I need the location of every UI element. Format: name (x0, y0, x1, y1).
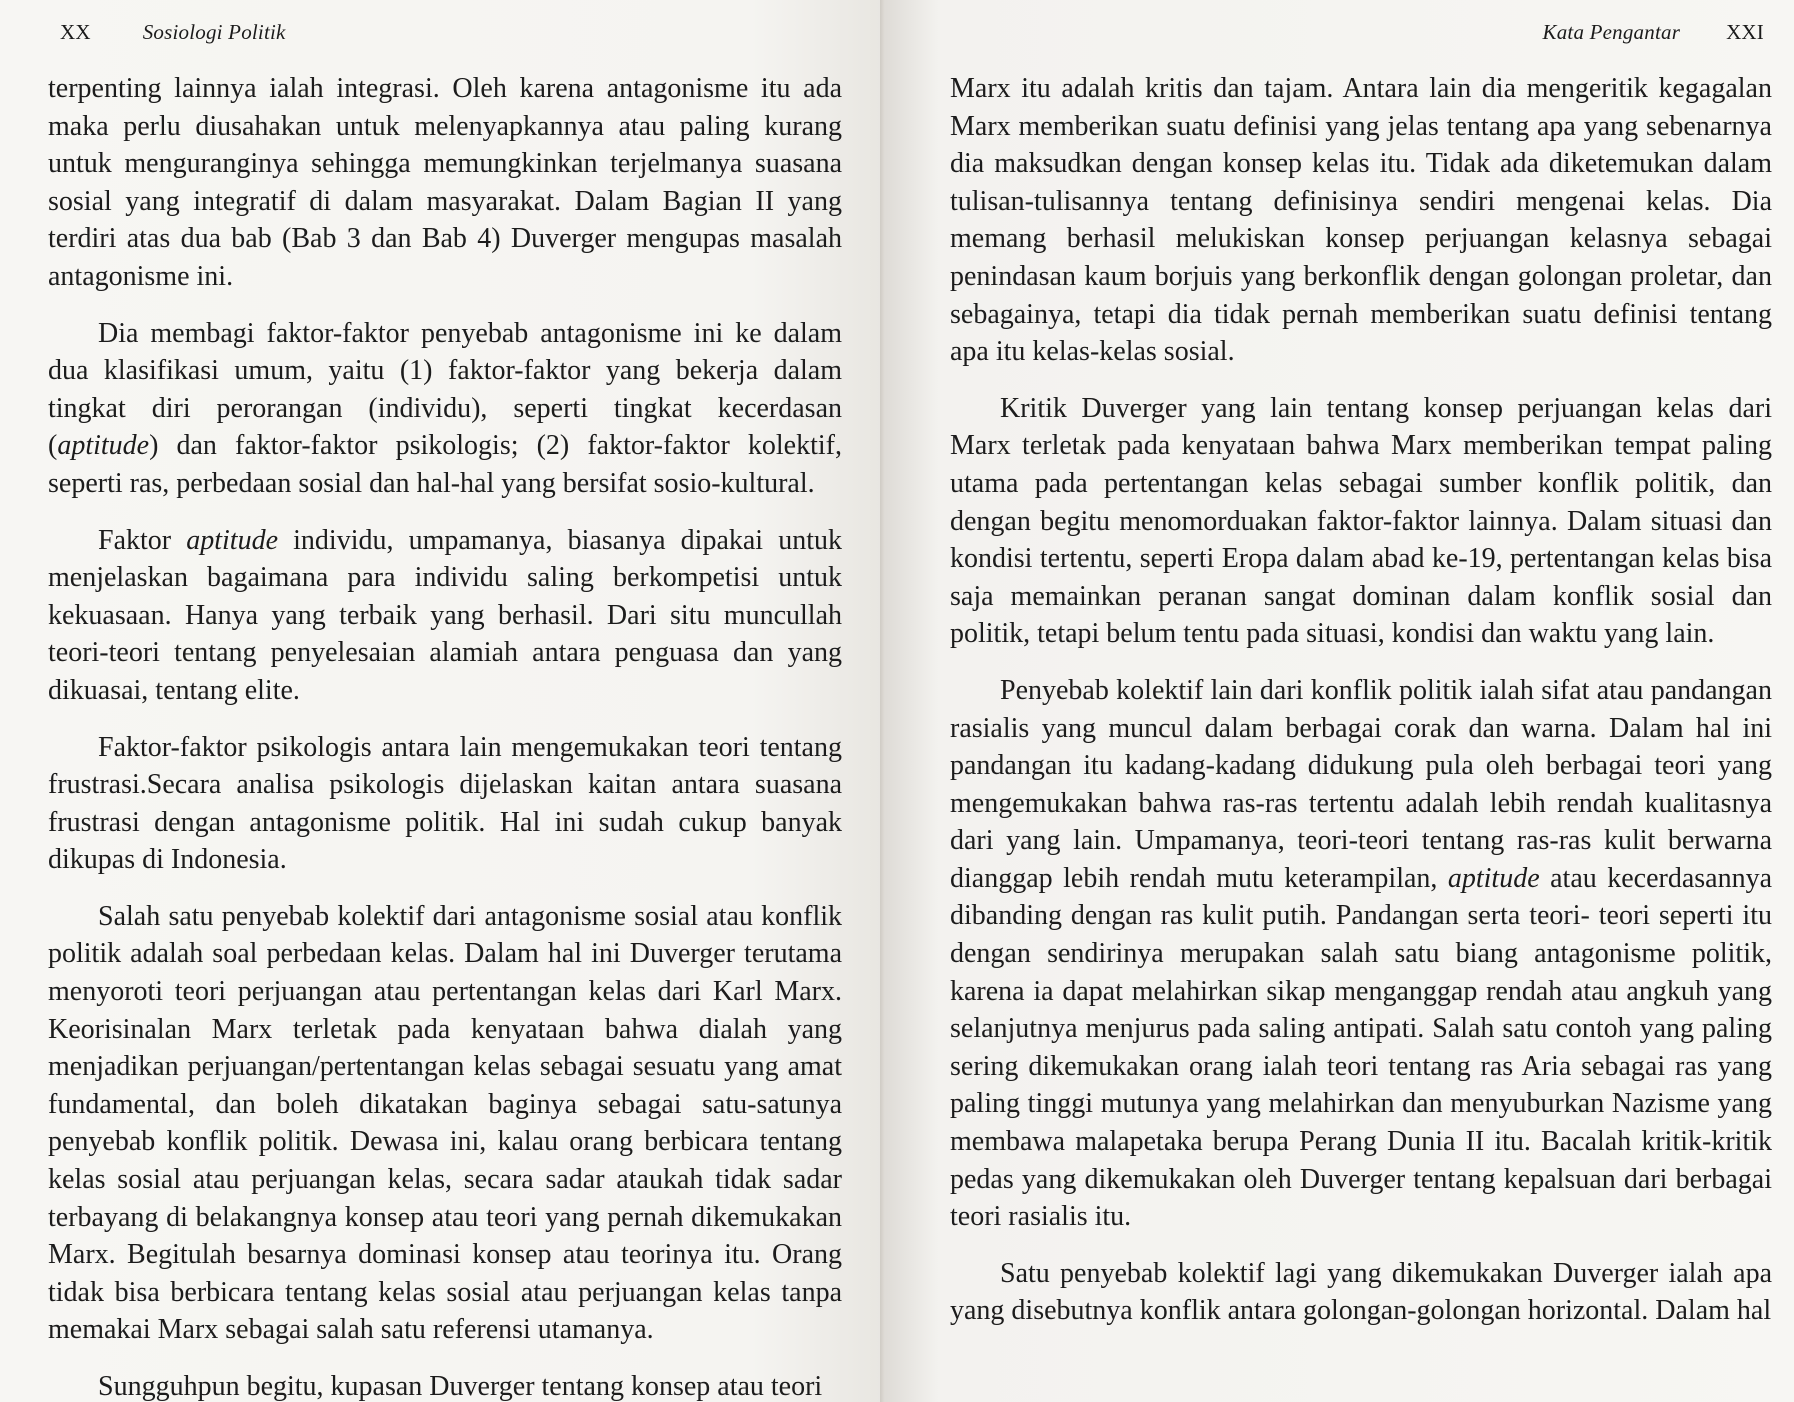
running-head-left (20, 20, 842, 70)
page-number: XXI (1726, 20, 1764, 44)
body-text (950, 70, 1772, 1330)
paragraph: Faktor-faktor psikologis antara lain mengemukakan teori tentang frustrasi.Secara analisa psikologis dijelaskan kaitan antara suasana frustrasi dengan antagonisme politik. Hal ini sudah cukup banyak dikupas di Indonesia. (48, 731, 842, 876)
left-page (0, 0, 884, 1402)
running-title: Kata Pengantar (1542, 20, 1681, 44)
paragraph: Penyebab kolektif lain dari konflik politik ialah sifat atau pandangan rasialis yang muncul dalam berbagai corak dan warna. Dalam hal ini pandangan itu kadang-kadang didukung pula oleh berbagai teori yang mengemukakan bahwa ras-ras tertentu adalah lebih rendah kualitasnya dari yang lain. Umpamanya, teori-teori tentang ras-ras kulit berwarna dianggap lebih rendah mutu keterampilan, aptitude atau kecerdasannya dibanding dengan ras kulit putih. Pandangan serta teori- teori seperti itu dengan sendirinya merupakan salah satu biang antagonisme politik, karena ia dapat melahirkan sikap menganggap rendah atau angkuh yang selanjutnya menjurus pada saling antipati. Salah satu contoh yang paling sering dikemukakan orang ialah teori tentang ras Aria sebagai ras yang paling tinggi mutunya yang melahirkan dan menyuburkan Nazisme yang membawa malapetaka berupa Perang Dunia II itu. Bacalah kritik-kritik pedas yang dikemukakan oleh Duverger tentang kepalsuan dari berbagai teori rasialis itu. (950, 674, 1773, 1233)
running-title: Sosiologi Politik (142, 20, 286, 44)
body-text (20, 70, 842, 1402)
paragraph: Dia membagi faktor-faktor penyebab antagonisme ini ke dalam dua klasifikasi umum, yaitu (1) faktor-faktor yang bekerja dalam tingkat diri perorangan (individu), seperti tingkat kecerdasan (aptitude) dan faktor-faktor psikologis; (2) faktor-faktor kolektif, seperti ras, perbedaan sosial dan hal-hal yang bersifat sosio-kultural. (48, 317, 842, 499)
running-head-right (950, 20, 1772, 70)
right-page (884, 0, 1794, 1402)
paragraph: terpenting lainnya ialah integrasi. Oleh karena antagonisme itu ada maka perlu diusahakan untuk melenyapkannya atau paling kurang untuk menguranginya sehingga memungkinkan terjelmanya suasana sosial yang integratif di dalam masyarakat. Dalam Bagian II yang terdiri atas dua bab (Bab 3 dan Bab 4) Duverger mengupas masalah antagonisme ini. (48, 73, 842, 292)
paragraph: Satu penyebab kolektif lagi yang dikemukakan Duverger ialah apa yang disebutnya konflik antara golongan-golongan horizontal. Dalam hal (950, 1257, 1772, 1327)
paragraph: Salah satu penyebab kolektif dari antagonisme sosial atau konflik politik adalah soal perbedaan kelas. Dalam hal ini Duverger terutama menyoroti teori perjuangan atau pertentangan kelas dari Karl Marx. Keorisinalan Marx terletak pada kenyataan bahwa dialah yang menjadikan perjuangan/pertentangan kelas sebagai sesuatu yang amat fundamental, dan boleh dikatakan baginya sebagai satu-satunya penyebab konflik politik. Dewasa ini, kalau orang berbicara tentang kelas sosial atau perjuangan kelas, secara sadar ataukah tidak sadar terbayang di belakangnya konsep atau teori yang pernah dikemukakan Marx. Begitulah besarnya dominasi konsep atau teorinya itu. Orang tidak bisa berbicara tentang kelas sosial atau perjuangan kelas tanpa memakai Marx sebagai salah satu referensi utamanya. (48, 900, 842, 1346)
paragraph: Sungguhpun begitu, kupasan Duverger tentang konsep atau teori (98, 1371, 823, 1402)
page-number: XX (60, 20, 91, 44)
paragraph: Faktor aptitude individu, umpamanya, biasanya dipakai untuk menjelaskan bagaimana para individu saling berkompetisi untuk kekuasaan. Hanya yang terbaik yang berhasil. Dari situ muncullah teori-teori tentang penyelesaian alamiah antara penguasa dan yang dikuasai, tentang elite. (48, 524, 842, 706)
paragraph: Kritik Duverger yang lain tentang konsep perjuangan kelas dari Marx terletak pada kenyataan bahwa Marx memberikan tempat paling utama pada pertentangan kelas sebagai sumber konflik politik, dan dengan begitu menomorduakan faktor-faktor lainnya. Dalam situasi dan kondisi tertentu, seperti Eropa dalam abad ke-19, pertentangan kelas bisa saja memainkan peranan sangat dominan dalam konflik sosial dan politik, tetapi belum tentu pada situasi, kondisi dan waktu yang lain. (950, 392, 1772, 650)
paragraph: Marx itu adalah kritis dan tajam. Antara lain dia mengeritik kegagalan Marx memberikan suatu definisi yang jelas tentang apa yang sebenarnya dia maksudkan dengan konsep kelas itu. Tidak ada diketemukan dalam tulisan-tulisannya tentang definisinya sendiri mengenai kelas. Dia memang berhasil melukiskan konsep perjuangan kelasnya sebagai penindasan kaum borjuis yang berkonflik dengan golongan proletar, dan sebagainya, tetapi dia tidak pernah memberikan suatu definisi tentang apa itu kelas-kelas sosial. (950, 73, 1772, 368)
